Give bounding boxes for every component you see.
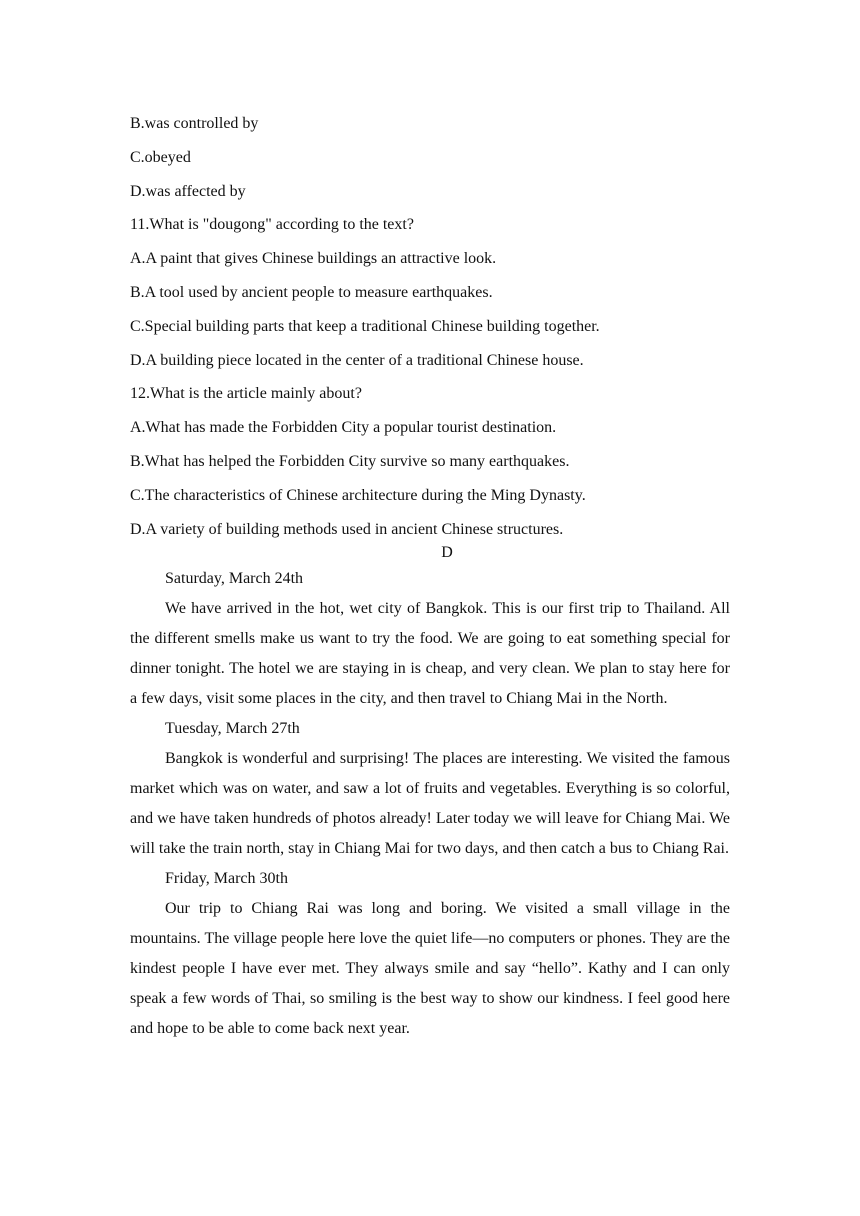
diary-date-2: Tuesday, March 27th: [165, 720, 300, 738]
q11-option-b: B.A tool used by ancient people to measure earthquakes.: [130, 283, 493, 301]
diary-date-1: Saturday, March 24th: [165, 570, 304, 588]
document-page: [130, 107, 730, 1044]
q12-option-b: B.What has helped the Forbidden City survive so many earthquakes.: [130, 452, 570, 470]
q12-option-a: A.What has made the Forbidden City a popular tourist destination.: [130, 419, 557, 437]
q12-option-c: C.The characteristics of Chinese architecture during the Ming Dynasty.: [130, 486, 586, 504]
q11-option-a: A.A paint that gives Chinese buildings an attractive look.: [130, 250, 497, 268]
q10-option-b: B.was controlled by: [130, 115, 259, 132]
section-d-label: D: [441, 544, 453, 562]
diary-paragraph-1: We have arrived in the hot, wet city of Bangkok. This is our first trip to Thailand. All the different smells make us want to try the food. We are going to eat something special for dinner tonight. The hotel we are staying in is cheap, and very clean. We plan to stay here for a few days, visit some places in the city, and then travel to Chiang Mai in the North.: [130, 600, 730, 708]
diary-date-3: Friday, March 30th: [165, 870, 288, 888]
q11-stem: 11.What is "dougong" according to the text?: [130, 216, 414, 234]
q10-option-c: C.obeyed: [130, 148, 191, 166]
q11-option-d: D.A building piece located in the center of a traditional Chinese house.: [130, 351, 584, 369]
diary-paragraph-3: Our trip to Chiang Rai was long and boring. We visited a small village in the mountains. The village people here love the quiet life—no computers or phones. They are the kindest people I have ever met. They always smile and say “hello”. Kathy and I can only speak a few words of Thai, so smiling is the best way to show our kindness. I feel good here and hope to be able to come back next year.: [130, 900, 730, 1038]
diary-paragraph-2: Bangkok is wonderful and surprising! The places are interesting. We visited the famous market which was on water, and saw a lot of fruits and vegetables. Everything is so colorful, and we have taken hundreds of photos already! Later today we will leave for Chiang Mai. We will take the train north, stay in Chiang Mai for two days, and then catch a bus to Chiang Rai.: [130, 750, 730, 858]
q10-option-d: D.was affected by: [130, 182, 246, 200]
q12-option-d: D.A variety of building methods used in ancient Chinese structures.: [130, 520, 564, 538]
q11-option-c: C.Special building parts that keep a traditional Chinese building together.: [130, 317, 600, 335]
q12-stem: 12.What is the article mainly about?: [130, 385, 362, 403]
